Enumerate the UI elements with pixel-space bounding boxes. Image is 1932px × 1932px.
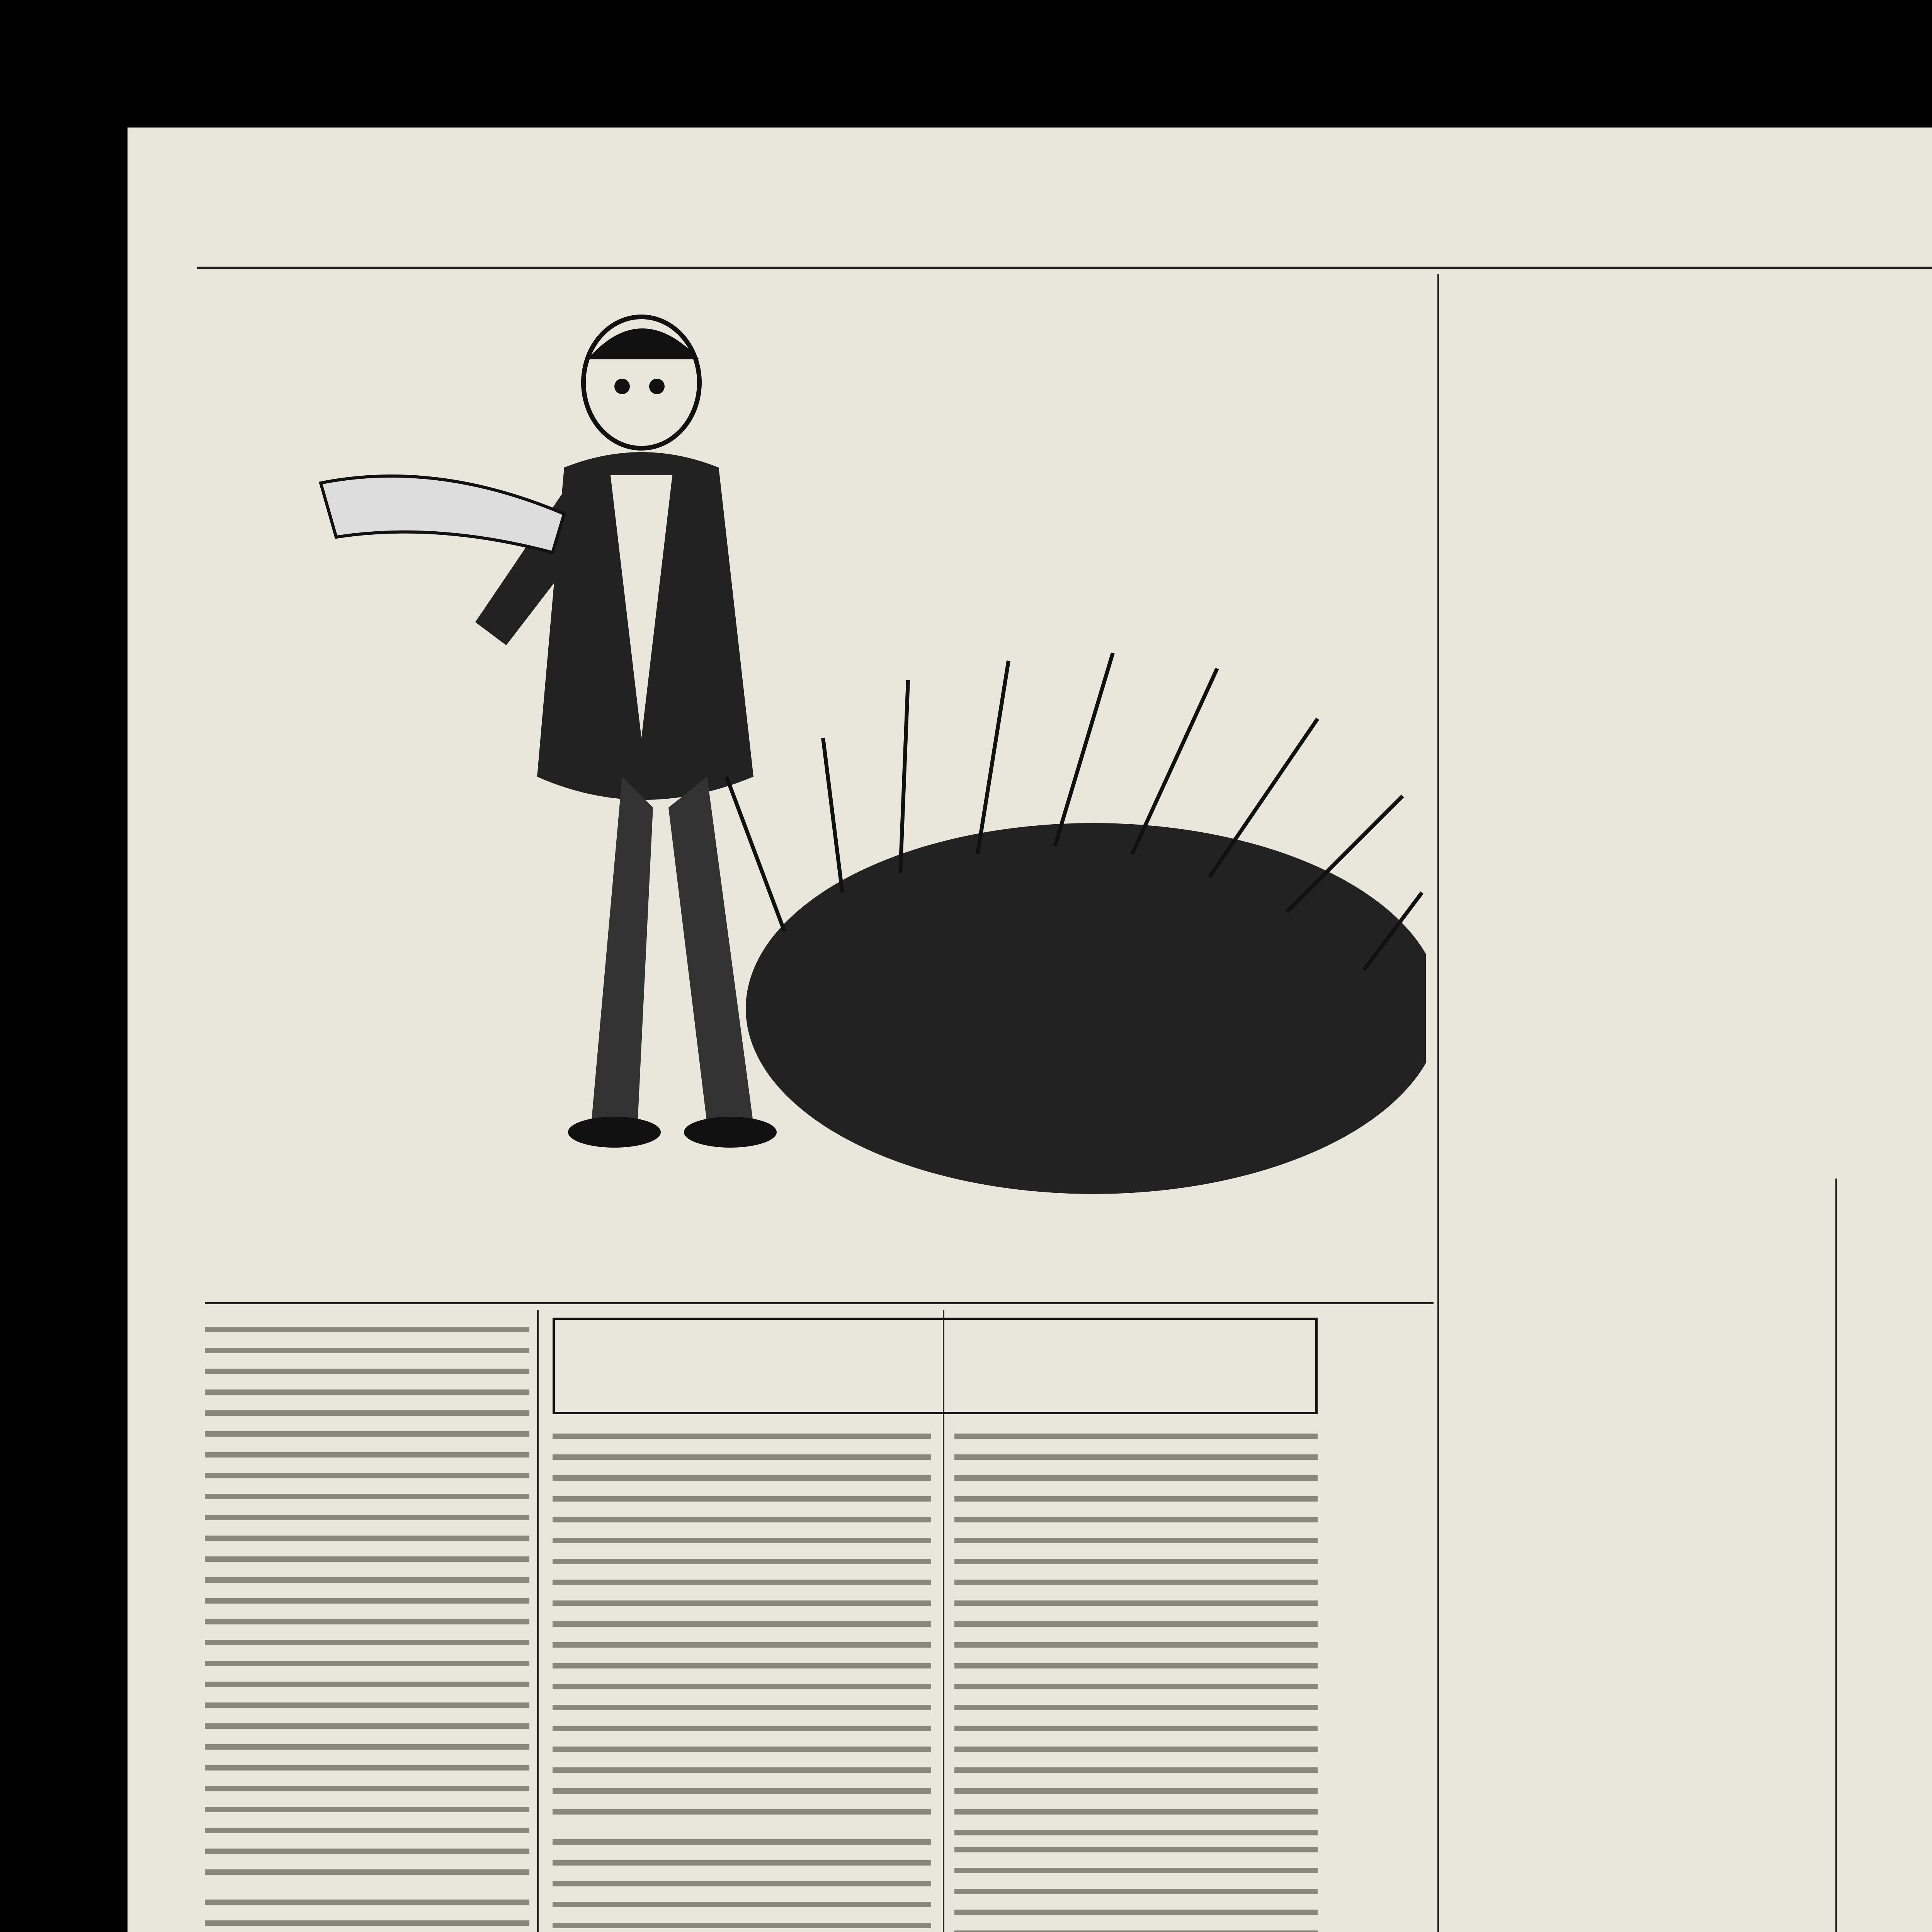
- column-divider: [1835, 1179, 1837, 1932]
- brains-article: [205, 1314, 529, 1932]
- cartoon-caption: [205, 1248, 1426, 1294]
- history-body-text: [553, 1832, 931, 1932]
- brains-body-text: [205, 1319, 529, 1883]
- newspaper-page: [128, 128, 1932, 1932]
- tariff-cartoon: [205, 274, 1426, 1302]
- cartoon-illustration: [205, 274, 1426, 1302]
- psychical-column-1: [553, 1426, 931, 1932]
- novelists-article: [1055, 1314, 1430, 1932]
- broad-body-text: [205, 1892, 529, 1932]
- psychical-body-text: [553, 1426, 931, 1828]
- column-divider: [537, 1310, 539, 1932]
- cartoon-rule: [205, 1302, 1434, 1304]
- masthead: [128, 128, 1932, 290]
- masthead-rule: [197, 267, 1932, 269]
- column-divider: [1437, 274, 1439, 1932]
